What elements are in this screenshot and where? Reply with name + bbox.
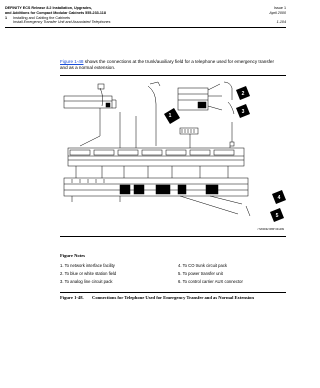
- figure-link[interactable]: Figure 1-48: [60, 59, 84, 64]
- page-number: 1-104: [276, 20, 286, 25]
- intro-text: shows the connections at the trunk/auxiliary field for a telephone used for emergency transfer and as a normal extension.: [60, 59, 274, 70]
- note-item: 3. To analog line circuit pack: [60, 279, 113, 284]
- callout-2: [236, 86, 250, 100]
- station-field-block: [178, 84, 222, 134]
- issue-date: April 2000: [269, 10, 286, 15]
- note-item: 4. To CO trunk circuit pack: [178, 263, 228, 268]
- header-divider: [5, 27, 286, 28]
- intro-paragraph: [60, 59, 280, 71]
- caption-text: Connections for Telephone Used for Emergency Transfer and as Normal Extension: [92, 295, 254, 300]
- subsection-title: Install Emergency Transfer Unit and Associated Telephones: [13, 20, 111, 25]
- note-item: 6. To control carrier AUX connector: [178, 279, 243, 284]
- svg-text:4: 4: [277, 195, 281, 201]
- callout-1: [164, 108, 180, 124]
- note-item: 2. To blue or white station field: [60, 271, 117, 276]
- section-heading: [13, 16, 110, 25]
- figure-notes-title: Figure Notes: [60, 253, 86, 258]
- note-item: 5. To power transfer unit: [178, 271, 223, 276]
- callout-5: [270, 208, 284, 222]
- drawing-id: r7200032 RBP 041499: [257, 228, 284, 231]
- issue-label: Issue 1: [274, 6, 286, 10]
- trunk-aux-field: [68, 148, 244, 166]
- section-title: Installing and Cabling the Cabinets: [13, 15, 70, 20]
- lower-runs: [72, 196, 242, 214]
- section-number: 1: [5, 15, 8, 20]
- caption-number: Figure 1-48.: [60, 295, 84, 300]
- running-header: [5, 6, 205, 15]
- header-title-line2: and Additions for Compact Modular Cabinets 555-233-118: [5, 10, 106, 15]
- svg-text:1: 1: [168, 113, 172, 119]
- svg-text:5: 5: [275, 213, 279, 219]
- callout-4: [272, 190, 286, 204]
- svg-text:2: 2: [241, 91, 245, 97]
- issue-info: [269, 6, 286, 15]
- figure-bottom-rule: [60, 236, 286, 237]
- note-item: 1. To network interface facility: [60, 263, 115, 268]
- telephone-cable-1: [148, 82, 160, 116]
- caption-rule: [60, 292, 286, 293]
- wiring-diagram: [60, 76, 286, 232]
- vertical-drops: [76, 166, 228, 178]
- header-title-line1: DEFINITY ECS Release 8.2 Installation, Upgrades,: [5, 6, 93, 10]
- lower-connecting-block: [64, 178, 248, 196]
- network-interface-block: [64, 96, 116, 108]
- callout-3: [236, 104, 250, 118]
- svg-text:3: 3: [241, 109, 245, 115]
